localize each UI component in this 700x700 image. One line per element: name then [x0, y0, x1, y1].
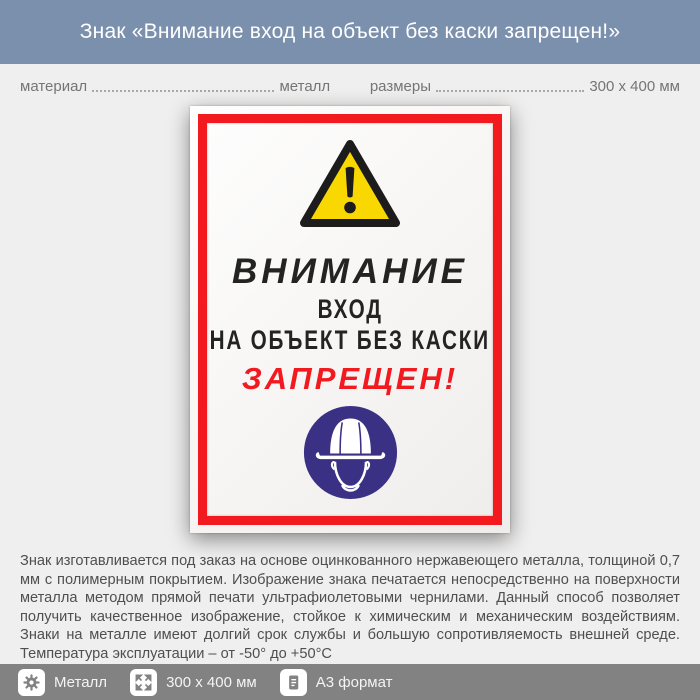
- footer-bar: [0, 664, 700, 700]
- dotted-leader: [92, 90, 274, 92]
- main-content: [0, 64, 700, 664]
- sign-image: [190, 106, 510, 533]
- page-title: Знак «Внимание вход на объект без каски запрещен!»: [79, 20, 621, 43]
- spec-size: [370, 78, 680, 95]
- footer-material-label: Металл: [54, 673, 108, 691]
- spec-material-label: материал: [20, 78, 88, 95]
- document-icon: [280, 669, 307, 696]
- spec-size-label: размеры: [369, 78, 431, 95]
- sign-text-line2: НА ОБЪЕКТ БЕЗ КАСКИ: [209, 325, 491, 355]
- hard-hat-mandatory-icon: [302, 404, 399, 501]
- footer-format-label: А3 формат: [315, 673, 393, 691]
- footer-item-format: [280, 669, 393, 696]
- spec-size-value: 300 х 400 мм: [589, 78, 680, 95]
- spec-material: [20, 78, 330, 95]
- footer-item-dimensions: [130, 669, 257, 696]
- gear-icon: [18, 669, 45, 696]
- footer-item-material: [18, 669, 107, 696]
- footer-dimensions-label: 300 х 400 мм: [166, 673, 257, 691]
- page-header: [0, 0, 700, 64]
- spec-material-value: металл: [279, 78, 331, 95]
- dotted-leader: [436, 90, 584, 92]
- sign-text-attention: ВНИМАНИЕ: [232, 252, 468, 291]
- warning-triangle-icon: [298, 136, 402, 231]
- sign-text-line1: ВХОД: [317, 294, 383, 324]
- sign-content: [207, 123, 493, 516]
- product-description: Знак изготавливается под заказ на основе оцинкованного нержавеющего металла, толщиной 0,7 мм с полимерным покрытием. Изображение знака печатается непосредственно на поверхности металла методом прямой печати ультрафиолетовыми чернилами. Данный способ позволяет получить качественное изображение, стойкое к химическим и механическим воздействиям. Знаки на металле имеют долгий срок службы и большую сопротивляемость внешней среде. Температура эксплуатации – от -50° до +50°С: [20, 553, 680, 662]
- dimensions-icon: [130, 669, 157, 696]
- sign-text-prohibited: ЗАПРЕЩЕН!: [241, 361, 459, 396]
- sign-preview-stage: [0, 106, 700, 533]
- spec-rows: [20, 78, 680, 95]
